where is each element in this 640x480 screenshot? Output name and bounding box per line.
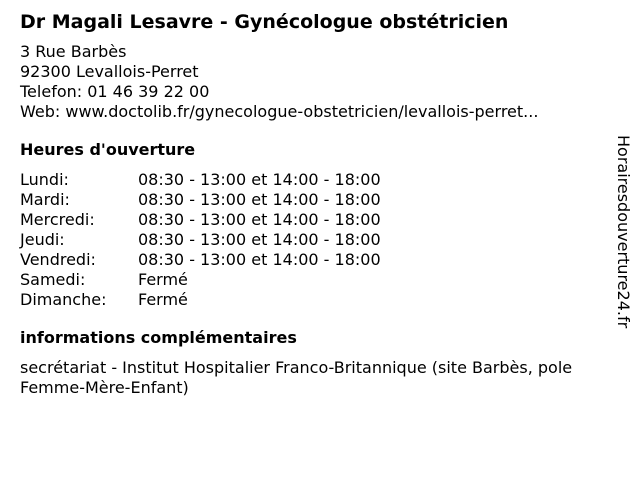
additional-info-text: secrétariat - Institut Hospitalier Franco-Britannique (site Barbès, pole Femme-Mère-Enfant) [20,358,573,397]
time-value: Fermé [138,290,188,309]
day-label: Lundi: [20,170,69,189]
hours-row-tuesday [20,190,610,210]
street-address: 3 Rue Barbès [20,42,127,61]
hours-row-sunday [20,290,610,310]
opening-hours-heading: Heures d'ouverture [20,140,196,159]
time-value: Fermé [138,270,188,289]
hours-row-thursday [20,230,610,250]
time-value: 08:30 - 13:00 et 14:00 - 18:00 [138,250,381,269]
time-value: 08:30 - 13:00 et 14:00 - 18:00 [138,170,381,189]
time-value: 08:30 - 13:00 et 14:00 - 18:00 [138,190,381,209]
hours-row-saturday [20,270,610,290]
opening-hours-table [20,170,610,310]
hours-row-friday [20,250,610,270]
site-watermark: Horairesdouverture24.fr [614,135,633,329]
website-link[interactable]: Web: www.doctolib.fr/gynecologue-obstetricien/levallois-perret... [20,102,539,121]
additional-info-heading: informations complémentaires [20,328,297,347]
time-value: 08:30 - 13:00 et 14:00 - 18:00 [138,210,381,229]
address-block [20,42,610,122]
hours-row-wednesday [20,210,610,230]
page-title: Dr Magali Lesavre - Gynécologue obstétricien [20,11,509,33]
listing-page [20,8,610,398]
phone-number: Telefon: 01 46 39 22 00 [20,82,210,101]
city-address: 92300 Levallois-Perret [20,62,199,81]
day-label: Vendredi: [20,250,96,269]
time-value: 08:30 - 13:00 et 14:00 - 18:00 [138,230,381,249]
day-label: Dimanche: [20,290,107,309]
day-label: Jeudi: [20,230,65,249]
hours-row-monday [20,170,610,190]
day-label: Mercredi: [20,210,95,229]
day-label: Samedi: [20,270,86,289]
day-label: Mardi: [20,190,70,209]
